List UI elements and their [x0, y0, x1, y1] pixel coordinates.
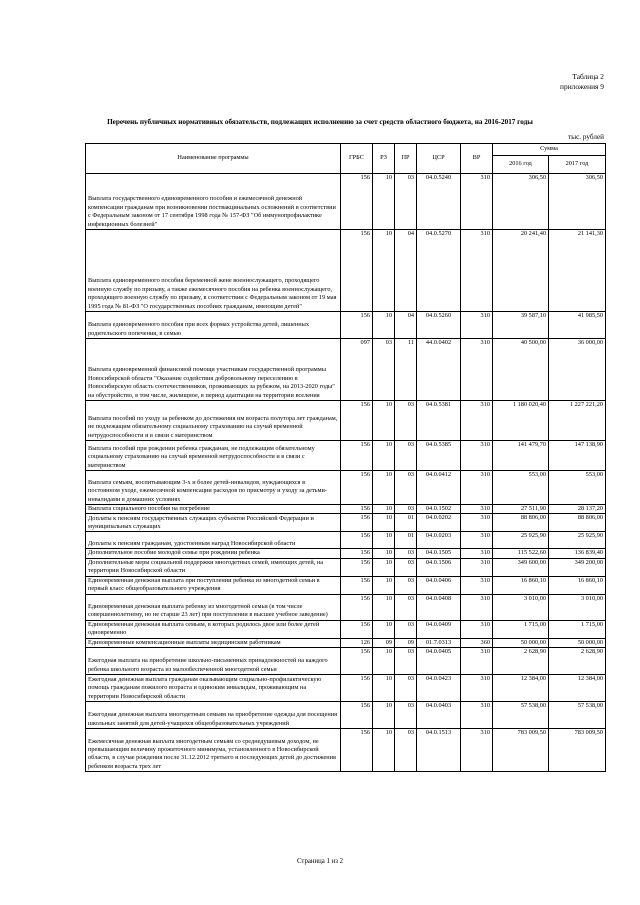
row-csr: 04.0.0406 — [417, 576, 461, 594]
row-2016: 141 479,70 — [493, 441, 549, 471]
row-2016: 3 010,00 — [493, 594, 549, 620]
row-grbs: 156 — [341, 549, 373, 558]
table-row — [86, 729, 606, 772]
row-rz: 10 — [373, 648, 395, 675]
table-row — [86, 549, 606, 558]
row-csr: 01.7.0313 — [417, 638, 461, 647]
row-name: Выплата государственного единовременного пособия и ежемесячной денежной компенсации гражданам при возникновении поствакцинальных осложнений в соответствии с Федеральным законом от 17 сентября 1998 года № 157-ФЗ "Об иммунопрофилактике инфекционных болезней" — [86, 174, 341, 230]
row-rz: 10 — [373, 505, 395, 514]
row-vr: 310 — [461, 675, 493, 702]
page-footer: Страница 1 из 2 — [296, 858, 344, 865]
row-2016: 40 500,00 — [493, 339, 549, 401]
table-row — [86, 648, 606, 675]
row-grbs: 156 — [341, 505, 373, 514]
row-2017: 147 138,90 — [549, 441, 606, 471]
row-2017: 349 200,00 — [549, 558, 606, 576]
row-vr: 310 — [461, 339, 493, 401]
row-2017: 21 141,30 — [549, 230, 606, 312]
row-name: Выплата единовременной финансовой помощи участникам государственной программы Новосибирской области "Оказание содействия добровольному переселению в Новосибирскую область соотечественников, проживающих за рубежом, на 2013-2020 годы" на обустройство, в том числе, жилищное, в период адаптации на территории вселения — [86, 339, 341, 401]
row-name: Выплата пособий при рождении ребенка гражданам, не подлежащим обязательному социальному страхованию на случай временной нетрудоспособности и в связи с материнством — [86, 441, 341, 471]
row-csr: 04.0.1502 — [417, 505, 461, 514]
row-name: Дополнительные меры социальной поддержки многодетных семей, имеющих детей, на территории Новосибирской области — [86, 558, 341, 576]
row-grbs: 126 — [341, 638, 373, 647]
table-row — [86, 675, 606, 702]
header-2017: 2017 год — [549, 156, 606, 174]
row-vr: 310 — [461, 230, 493, 312]
row-pr: 04 — [395, 312, 417, 339]
row-2017: 306,50 — [549, 174, 606, 230]
row-2016: 20 241,40 — [493, 230, 549, 312]
row-grbs: 156 — [341, 441, 373, 471]
row-rz: 10 — [373, 558, 395, 576]
row-vr: 310 — [461, 549, 493, 558]
row-grbs: 156 — [341, 558, 373, 576]
row-rz: 10 — [373, 532, 395, 549]
row-grbs: 156 — [341, 514, 373, 532]
table-row — [86, 401, 606, 441]
row-vr: 310 — [461, 702, 493, 729]
row-csr: 04.0.5385 — [417, 441, 461, 471]
row-2016: 16 860,10 — [493, 576, 549, 594]
table-row — [86, 702, 606, 729]
row-rz: 10 — [373, 312, 395, 339]
row-grbs: 156 — [341, 648, 373, 675]
header-name: Наименование программы — [86, 144, 341, 174]
row-csr: 04.0.5270 — [417, 230, 461, 312]
row-2017: 3 010,00 — [549, 594, 606, 620]
row-name: Единовременная денежная выплата ребенку из многодетной семьи (в том числе совершеннолетнему, но не старше 23 лет) при поступлении в высшее учебное заведение) — [86, 594, 341, 620]
row-csr: 04.0.0409 — [417, 620, 461, 638]
row-rz: 10 — [373, 230, 395, 312]
row-name: Ежемесячная денежная выплата многодетным семьям со среднедушевым доходом, не превышающим величину прожиточного минимума, установленного в Новосибирской области, в случае рождения после 31.12.2012 третьего и последующих детей до достижения ребенком возраста трех лет — [86, 729, 341, 772]
row-pr: 03 — [395, 549, 417, 558]
table-row — [86, 594, 606, 620]
table-row — [86, 532, 606, 549]
row-vr: 310 — [461, 174, 493, 230]
row-2017: 50 000,00 — [549, 638, 606, 647]
header-vr: ВР — [461, 144, 493, 174]
row-rz: 10 — [373, 401, 395, 441]
row-grbs: 156 — [341, 312, 373, 339]
table-row — [86, 312, 606, 339]
header-rz: РЗ — [373, 144, 395, 174]
row-vr: 360 — [461, 638, 493, 647]
row-2016: 2 628,90 — [493, 648, 549, 675]
row-2017: 12 384,00 — [549, 675, 606, 702]
row-2016: 25 925,90 — [493, 532, 549, 549]
row-name: Единовременная денежная выплата семьям, в которых родилось двое или более детей одновременно — [86, 620, 341, 638]
row-2016: 12 384,00 — [493, 675, 549, 702]
row-name: Единовременные компенсационные выплаты медицинским работникам — [86, 638, 341, 647]
row-grbs: 156 — [341, 620, 373, 638]
row-rz: 03 — [373, 339, 395, 401]
row-grbs: 156 — [341, 576, 373, 594]
row-csr: 04.0.0423 — [417, 675, 461, 702]
row-pr: 03 — [395, 675, 417, 702]
header-csr: ЦСР — [417, 144, 461, 174]
row-vr: 310 — [461, 471, 493, 505]
table-row — [86, 505, 606, 514]
row-rz: 10 — [373, 576, 395, 594]
row-rz: 10 — [373, 549, 395, 558]
row-name: Ежегодная денежная выплата гражданам оказывающим социально-профилактическую помощь гражданам пожилого возраста и одиноким инвалидам, проживающим на территории Новосибирской области — [86, 675, 341, 702]
row-rz: 10 — [373, 441, 395, 471]
row-grbs: 156 — [341, 702, 373, 729]
row-rz: 10 — [373, 702, 395, 729]
table-row — [86, 339, 606, 401]
row-pr: 01 — [395, 532, 417, 549]
row-vr: 310 — [461, 514, 493, 532]
row-2017: 783 009,50 — [549, 729, 606, 772]
row-rz: 10 — [373, 729, 395, 772]
row-2016: 349 600,00 — [493, 558, 549, 576]
row-pr: 03 — [395, 174, 417, 230]
row-pr: 03 — [395, 401, 417, 441]
row-2017: 16 860,10 — [549, 576, 606, 594]
row-grbs: 156 — [341, 471, 373, 505]
row-grbs: 156 — [341, 729, 373, 772]
units-label: тыс. рублей — [568, 133, 604, 141]
table-row — [86, 558, 606, 576]
row-2017: 36 000,00 — [549, 339, 606, 401]
row-csr: 04.0.0405 — [417, 648, 461, 675]
row-grbs: 097 — [341, 339, 373, 401]
row-rz: 10 — [373, 174, 395, 230]
row-vr: 310 — [461, 594, 493, 620]
row-2017: 2 628,90 — [549, 648, 606, 675]
row-name: Выплата социального пособия на погребение — [86, 505, 341, 514]
row-name: Ежегодная выплата на приобретение школьно-письменных принадлежностей на каждого ребенка школьного возраста из малообеспеченной многодетной семьи — [86, 648, 341, 675]
row-2017: 136 839,40 — [549, 549, 606, 558]
row-2017: 28 137,20 — [549, 505, 606, 514]
header-2016: 2016 год — [493, 156, 549, 174]
row-2016: 783 009,50 — [493, 729, 549, 772]
row-vr: 310 — [461, 729, 493, 772]
row-vr: 310 — [461, 558, 493, 576]
row-2017: 41 985,50 — [549, 312, 606, 339]
row-csr: 04.0.1505 — [417, 549, 461, 558]
row-csr: 04.0.5260 — [417, 312, 461, 339]
table-row — [86, 638, 606, 647]
header-sum: Сумма — [493, 144, 606, 156]
row-2016: 88 806,00 — [493, 514, 549, 532]
row-csr: 04.0.0412 — [417, 471, 461, 505]
row-vr: 310 — [461, 532, 493, 549]
row-rz: 10 — [373, 620, 395, 638]
row-2016: 50 000,00 — [493, 638, 549, 647]
row-name: Выплата единовременного пособия беременной жене военнослужащего, проходящего военную службу по призыву, а также ежемесячного пособия на ребенка военнослужащего, проходящего военную службу по призыву, в соответствии с Федеральным законом от 19 мая 1995 года № 81-ФЗ "О государственных пособиях гражданам, имеющим детей" — [86, 230, 341, 312]
row-grbs: 156 — [341, 675, 373, 702]
table-row — [86, 441, 606, 471]
table-row — [86, 514, 606, 532]
row-csr: 04.0.0403 — [417, 702, 461, 729]
row-2016: 57 538,00 — [493, 702, 549, 729]
row-vr: 310 — [461, 441, 493, 471]
row-pr: 03 — [395, 620, 417, 638]
table-row — [86, 174, 606, 230]
row-name: Ежегодная денежная выплата многодетным семьям на приобретение одежды для посещения школьных занятий для детей-учащихся общеобразовательных учреждений — [86, 702, 341, 729]
row-grbs: 156 — [341, 174, 373, 230]
row-2017: 25 925,90 — [549, 532, 606, 549]
row-name: Выплата пособий по уходу за ребенком до достижения им возраста полутора лет гражданам, не подлежащим обязательному социальному страхованию на случай временной нетрудоспособности и в связи с материнством — [86, 401, 341, 441]
row-pr: 04 — [395, 230, 417, 312]
row-rz: 10 — [373, 471, 395, 505]
row-2017: 57 538,00 — [549, 702, 606, 729]
row-csr: 04.0.1513 — [417, 729, 461, 772]
row-pr: 01 — [395, 514, 417, 532]
document-title: Перечень публичных нормативных обязательств, подлежащих исполнению за счет средств областного бюджета, на 2016-2017 годы — [107, 118, 533, 126]
row-grbs: 156 — [341, 401, 373, 441]
row-grbs: 156 — [341, 230, 373, 312]
row-pr: 03 — [395, 505, 417, 514]
row-pr: 03 — [395, 702, 417, 729]
row-2017: 88 806,00 — [549, 514, 606, 532]
row-pr: 03 — [395, 648, 417, 675]
row-rz: 10 — [373, 675, 395, 702]
row-vr: 310 — [461, 401, 493, 441]
obligations-table — [85, 143, 606, 772]
row-2016: 27 511,90 — [493, 505, 549, 514]
row-name: Дополнительное пособие молодой семье при рождении ребенка — [86, 549, 341, 558]
table-row — [86, 230, 606, 312]
row-vr: 310 — [461, 312, 493, 339]
row-vr: 310 — [461, 576, 493, 594]
header-pr: ПР — [395, 144, 417, 174]
row-rz: 09 — [373, 638, 395, 647]
row-pr: 11 — [395, 339, 417, 401]
row-csr: 04.0.0203 — [417, 532, 461, 549]
row-2016: 39 587,10 — [493, 312, 549, 339]
row-name: Выплата семьям, воспитывающим 3-х и более детей-инвалидов, нуждающихся в постоянном уходе, ежемесячной компенсации расходов по присмотру и уходу за детьми-инвалидами в домашних условиях — [86, 471, 341, 505]
table-row — [86, 471, 606, 505]
table-row — [86, 620, 606, 638]
table-row — [86, 576, 606, 594]
row-csr: 04.0.5381 — [417, 401, 461, 441]
row-grbs: 156 — [341, 594, 373, 620]
row-rz: 10 — [373, 514, 395, 532]
row-2016: 1 180 020,40 — [493, 401, 549, 441]
row-2016: 306,50 — [493, 174, 549, 230]
header-grbs: ГРБС — [341, 144, 373, 174]
row-2016: 1 715,00 — [493, 620, 549, 638]
row-csr: 04.0.0202 — [417, 514, 461, 532]
row-rz: 10 — [373, 594, 395, 620]
row-2016: 553,00 — [493, 471, 549, 505]
row-csr: 04.0.5240 — [417, 174, 461, 230]
row-pr: 03 — [395, 471, 417, 505]
row-2016: 115 522,60 — [493, 549, 549, 558]
row-2017: 1 227 221,20 — [549, 401, 606, 441]
row-pr: 03 — [395, 441, 417, 471]
row-name: Доплаты к пенсиям государственных служащих субъектов Российской Федерации и муниципальных служащих — [86, 514, 341, 532]
row-pr: 03 — [395, 576, 417, 594]
row-csr: 04.0.0408 — [417, 594, 461, 620]
row-name: Единовременная денежная выплата при поступлении ребенка из многодетной семьи в первый класс общеобразовательного учреждения — [86, 576, 341, 594]
row-pr: 03 — [395, 594, 417, 620]
row-2017: 1 715,00 — [549, 620, 606, 638]
row-name: Доплаты к пенсиям гражданам, удостоенным наград Новосибирской области — [86, 532, 341, 549]
row-csr: 04.0.1506 — [417, 558, 461, 576]
row-grbs: 156 — [341, 532, 373, 549]
row-vr: 310 — [461, 505, 493, 514]
row-pr: 09 — [395, 638, 417, 647]
appendix-number: приложения 9 — [560, 82, 604, 91]
row-csr: 44.0.0402 — [417, 339, 461, 401]
row-2017: 553,00 — [549, 471, 606, 505]
row-pr: 03 — [395, 558, 417, 576]
row-pr: 03 — [395, 729, 417, 772]
table-number: Таблица 2 — [572, 72, 604, 81]
row-name: Выплата единовременного пособия при всех формах устройства детей, лишенных родительского попечения, в семью — [86, 312, 341, 339]
row-vr: 310 — [461, 648, 493, 675]
row-vr: 310 — [461, 620, 493, 638]
